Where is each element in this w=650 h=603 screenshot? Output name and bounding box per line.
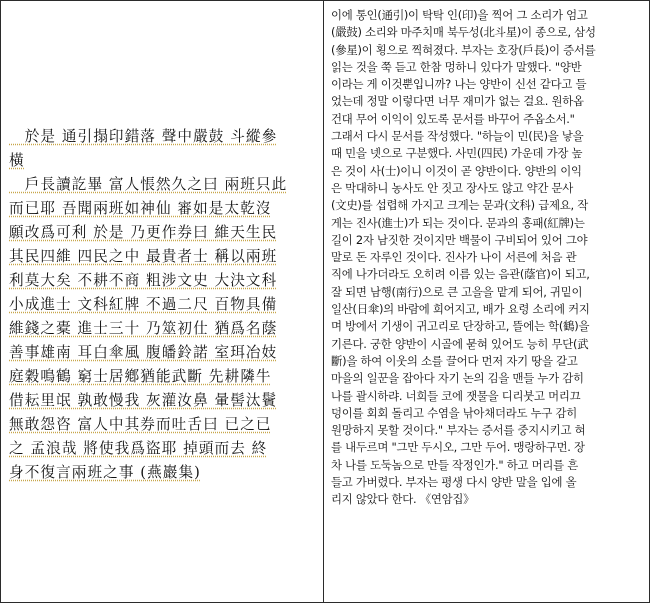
translation-line: 었는데 정말 이렇다면 너무 재미가 없는 걸요. 원하옵 — [331, 94, 584, 109]
translation-line: 차 나를 도둑놈으로 만들 작정인가." 하고 머리를 흔 — [331, 457, 579, 472]
translation-line: (嚴鼓) 소리와 마주치매 북두성(北斗星)이 종으로, 삼성 — [331, 25, 596, 40]
translation-line: 일산(日傘)의 바람에 희어지고, 배가 요령 소리에 커지 — [331, 302, 590, 317]
translation-line: 를 내두르며 "그만 두시오, 그만 두어. 맹랑하구먼. 장 — [331, 440, 585, 455]
translation-line: 이에 통인(通引)이 탁탁 인(印)을 찍어 그 소리가 엄고 — [331, 8, 588, 22]
original-text-line: 橫 — [9, 152, 25, 169]
translation-line: 이라는 게 이것뿐입니까? 나는 양반이 신선 같다고 들 — [331, 77, 587, 92]
translation-line: 은 것이 사(士)이니 이것이 곧 양반이다. 양반의 이익 — [331, 163, 582, 178]
original-text-line: 願改爲可利 於是 乃更作券曰 維天生民 — [9, 224, 278, 241]
original-text-line: 其民四維 四民之中 最貴者士 稱以兩班 — [9, 248, 278, 265]
original-text-line: 小成進士 文科紅牌 不過二尺 百物具備 — [9, 296, 278, 313]
original-text-line: 於是 通引搨印錯落 聲中嚴鼓 斗縱參 — [9, 128, 278, 145]
translation-line: 직에 나가더라도 오히려 이름 있는 음관(蔭官)이 되고, — [331, 267, 590, 282]
translation-line: (參星)이 횡으로 찍혀졌다. 부자는 호장(戶長)이 증서를 — [331, 42, 596, 57]
original-text-line: 無敢怨咨 富人中其券而吐舌曰 已之已 — [9, 416, 272, 433]
original-text-line: 利莫大矣 不耕不商 粗涉文史 大決文科 — [9, 272, 278, 289]
column-divider — [323, 1, 324, 602]
original-text-line: 借耘里氓 孰敢慢我 灰灌汝鼻 暈髻汰鬢 — [9, 392, 278, 409]
korean-translation-column — [331, 7, 643, 509]
translation-line: 원망하지 못할 것이다." 부자는 증서를 중지시키고 혀 — [331, 423, 586, 438]
translation-line: 斷)을 하여 이웃의 소를 끌어다 먼저 자기 땅을 갈고 — [331, 353, 578, 368]
translation-line: 들고 가버렸다. 부자는 평생 다시 양반 말을 입에 올 — [331, 475, 577, 490]
translation-line: 말로 돈 자루인 것이다. 진사가 나이 서른에 처음 관 — [331, 250, 577, 265]
original-text-line: 戶長讀訖畢 富人悵然久之曰 兩班只此 — [9, 176, 288, 193]
classical-chinese-column — [9, 125, 319, 485]
translation-line: 덩이를 회회 돌리고 수염을 낚아채더라도 누구 감히 — [331, 405, 578, 420]
translation-line: 읽는 것을 쭉 듣고 한참 멍하니 있다가 말했다. "양반 — [331, 59, 582, 74]
translation-line: 그래서 다시 문서를 작성했다. "하늘이 민(民)을 낳을 — [331, 129, 584, 144]
translation-line: 건대 무어 이익이 있도록 문서를 바꾸어 주옵소서." — [331, 111, 575, 126]
translation-line: (文史)를 섭렵해 가지고 크게는 문과(文科) 급제요, 작 — [331, 198, 588, 213]
translation-line: 게는 진사(進士)가 되는 것이다. 문과의 홍패(紅牌)는 — [331, 215, 585, 230]
original-text-line: 之 孟浪哉 將使我爲盜耶 掉頭而去 終 — [9, 440, 268, 457]
translation-line: 기른다. 궁한 양반이 시골에 묻혀 있어도 능히 무단(武 — [331, 336, 589, 351]
translation-line: 때 민을 넷으로 구분했다. 사민(四民) 가운데 가장 높 — [331, 146, 583, 161]
translation-line: 길이 2자 남짓한 것이지만 백물이 구비되어 있어 그야 — [331, 232, 588, 247]
translation-line: 리지 않았다 한다. 《연암집》 — [331, 492, 475, 507]
translation-line: 잘 되면 남행(南行)으로 큰 고을을 맡게 되어, 귀밑이 — [331, 284, 583, 299]
original-text-line: 維錢之橐 進士三十 乃筮初仕 猶爲名蔭 — [9, 320, 278, 337]
translation-line: 며 방에서 기생이 귀고리로 단장하고, 뜰에는 학(鶴)을 — [331, 319, 590, 334]
original-text-line: 庭穀鳴鶴 窮士居鄕猶能武斷 先耕隣牛 — [9, 368, 272, 385]
translation-line: 은 막대하니 농사도 안 짓고 장사도 않고 약간 문사 — [331, 180, 574, 195]
translation-line: 나를 괄시하랴. 너희들 코에 잿물을 디리붓고 머리끄 — [331, 388, 581, 403]
original-text-line: 而已耶 吾聞兩班如神仙 審如是太乾沒 — [9, 200, 272, 217]
original-text-line: 身不復言兩班之事 (燕巖集) — [9, 464, 201, 481]
original-text-line: 善事雄南 耳白傘風 腹皤鈴諾 室珥冶妓 — [9, 344, 278, 361]
translation-line: 마을의 일꾼을 잡아다 자기 논의 김을 맨들 누가 감히 — [331, 371, 584, 386]
